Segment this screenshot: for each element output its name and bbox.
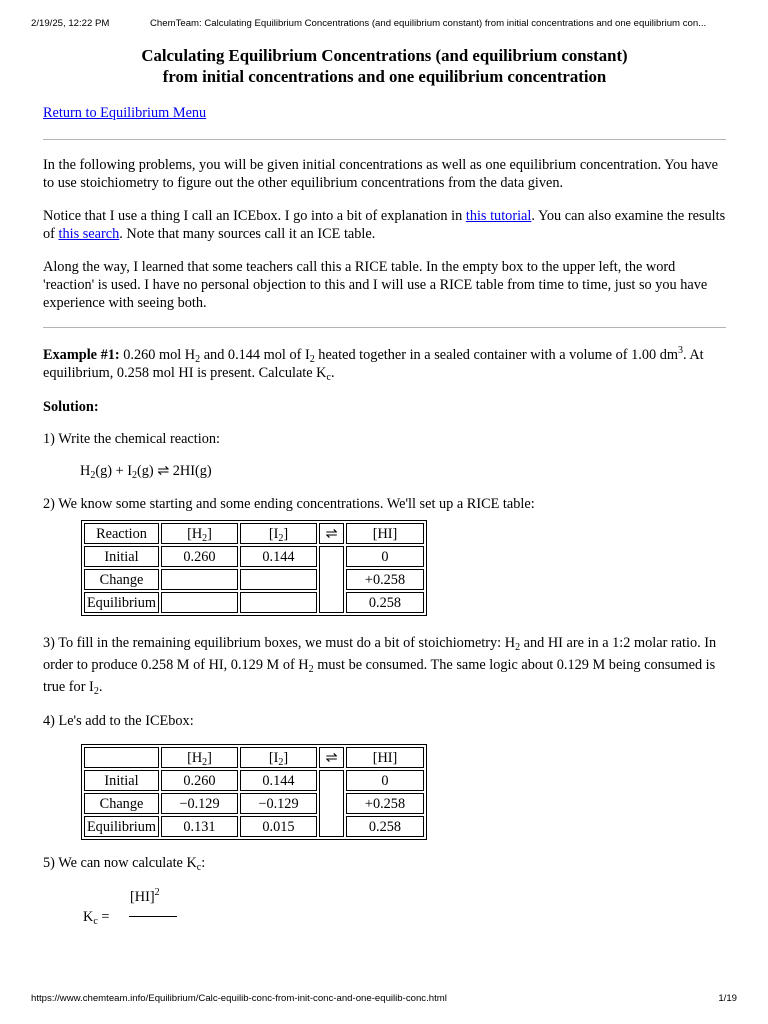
table-cell: −0.129 bbox=[161, 793, 238, 814]
row-label: Equilibrium bbox=[84, 816, 159, 837]
intro-paragraph-1: In the following problems, you will be given initial concentrations as well as one equilibrium concentration. You have to use stoichiometry to figure out the other equilibrium concentrations from the data given. bbox=[43, 157, 718, 191]
print-header bbox=[31, 18, 737, 29]
table-cell: 0.144 bbox=[240, 546, 317, 567]
arrow-column-spacer bbox=[319, 770, 344, 837]
table-cell: 0.015 bbox=[240, 816, 317, 837]
ice-table bbox=[81, 744, 427, 840]
intro-paragraph-2: Notice that I use a thing I call an ICEbox. I go into a bit of explanation in this tutorial. You can also examine the results of this search. Note that many sources call it an ICE table. bbox=[43, 208, 726, 242]
table-header-cell: $[H_2]$ bbox=[161, 747, 238, 768]
print-footer bbox=[31, 993, 737, 1004]
print-datetime: 2/19/25, 12:22 PM bbox=[31, 18, 110, 29]
solution-label: Solution: bbox=[43, 399, 99, 415]
row-label: Change bbox=[84, 569, 159, 590]
intro-paragraph-3: Along the way, I learned that some teachers call this a RICE table. In the empty box to the upper left, the word 'reaction' is used. I have no personal objection to this and I will use a RICE table from time to time, just so you have experience with seeing both. bbox=[43, 259, 708, 311]
search-link[interactable]: this search bbox=[58, 226, 120, 242]
chemical-equation: $H_2(g) + I_2(g)$ ⇌ 2HI(g) bbox=[80, 463, 212, 481]
step-5: 5) We can now calculate $K_c$: bbox=[43, 855, 206, 873]
kc-expression bbox=[83, 888, 726, 928]
table-cell: 0 bbox=[346, 770, 424, 791]
row-label: Equilibrium bbox=[84, 592, 159, 613]
equilibrium-arrow: ⇌ bbox=[319, 523, 344, 544]
title-line-1: Calculating Equilibrium Concentrations (and equilibrium constant) bbox=[141, 46, 628, 65]
rice-table bbox=[81, 520, 427, 616]
row-label: Initial bbox=[84, 546, 159, 567]
row-label: Initial bbox=[84, 770, 159, 791]
table-cell bbox=[161, 569, 238, 590]
print-url: https://www.chemteam.info/Equilibrium/Calc-equilib-conc-from-init-conc-and-one-equilib-conc.html bbox=[31, 993, 447, 1004]
table-cell: 0.258 bbox=[346, 816, 424, 837]
tutorial-link[interactable]: this tutorial bbox=[465, 208, 532, 224]
table-header-cell: [HI] bbox=[346, 747, 424, 768]
table-row bbox=[84, 546, 424, 567]
step-1: 1) Write the chemical reaction: bbox=[43, 431, 220, 447]
example-label: Example #1: bbox=[43, 347, 120, 363]
table-row bbox=[84, 569, 424, 590]
table-cell: 0.144 bbox=[240, 770, 317, 791]
kc-numerator: [HI]$^2$ bbox=[130, 887, 160, 905]
page-title bbox=[43, 45, 726, 87]
table-cell bbox=[240, 569, 317, 590]
step-3: 3) To fill in the remaining equilibrium boxes, we must do a bit of stoichiometry: $H_2$ and HI are in a 1:2 molar ratio. In order to produce 0.258 M of HI, 0.129 M of $H_2$ must be consumed. The same logic about 0.129 M being consumed is true for $I_2$. bbox=[43, 635, 717, 697]
table-cell: +0.258 bbox=[346, 569, 424, 590]
fraction-bar bbox=[129, 916, 177, 917]
table-row bbox=[84, 770, 424, 791]
table-header-cell: Reaction bbox=[84, 523, 159, 544]
example-1-statement: Example #1: 0.260 mol $H_2$ and 0.144 mol of $I_2$ heated together in a sealed container with a volume of 1.00 $dm^3$. At equilibrium, 0.258 mol HI is present. Calculate $K_c$. bbox=[43, 345, 704, 383]
table-header-cell bbox=[84, 747, 159, 768]
step-4: 4) Le's add to the ICEbox: bbox=[43, 713, 194, 729]
table-cell: 0 bbox=[346, 546, 424, 567]
table-cell bbox=[240, 592, 317, 613]
divider bbox=[43, 139, 726, 140]
divider bbox=[43, 327, 726, 328]
title-line-2: from initial concentrations and one equilibrium concentration bbox=[162, 67, 607, 86]
table-cell: 0.131 bbox=[161, 816, 238, 837]
table-header-cell: $[I_2]$ bbox=[240, 523, 317, 544]
table-header-cell: $[I_2]$ bbox=[240, 747, 317, 768]
print-page-title: ChemTeam: Calculating Equilibrium Concentrations (and equilibrium constant) from initial concentrations and one equilibrium con... bbox=[150, 18, 707, 29]
table-cell: 0.260 bbox=[161, 770, 238, 791]
arrow-column-spacer bbox=[319, 546, 344, 613]
table-row bbox=[84, 816, 424, 837]
equilibrium-arrow: ⇌ bbox=[319, 747, 344, 768]
table-cell bbox=[161, 592, 238, 613]
table-header-cell: $[H_2]$ bbox=[161, 523, 238, 544]
table-cell: 0.258 bbox=[346, 592, 424, 613]
table-row bbox=[84, 592, 424, 613]
table-cell: 0.260 bbox=[161, 546, 238, 567]
page-content bbox=[43, 45, 726, 928]
table-header-cell: [HI] bbox=[346, 523, 424, 544]
print-page-number: 1/19 bbox=[718, 993, 737, 1004]
table-cell: +0.258 bbox=[346, 793, 424, 814]
table-row bbox=[84, 793, 424, 814]
step-2: 2) We know some starting and some ending concentrations. We'll set up a RICE table: bbox=[43, 496, 535, 512]
row-label: Change bbox=[84, 793, 159, 814]
kc-lhs: $K_c$ = bbox=[83, 909, 110, 927]
table-cell: −0.129 bbox=[240, 793, 317, 814]
return-to-menu-link[interactable]: Return to Equilibrium Menu bbox=[43, 105, 207, 121]
